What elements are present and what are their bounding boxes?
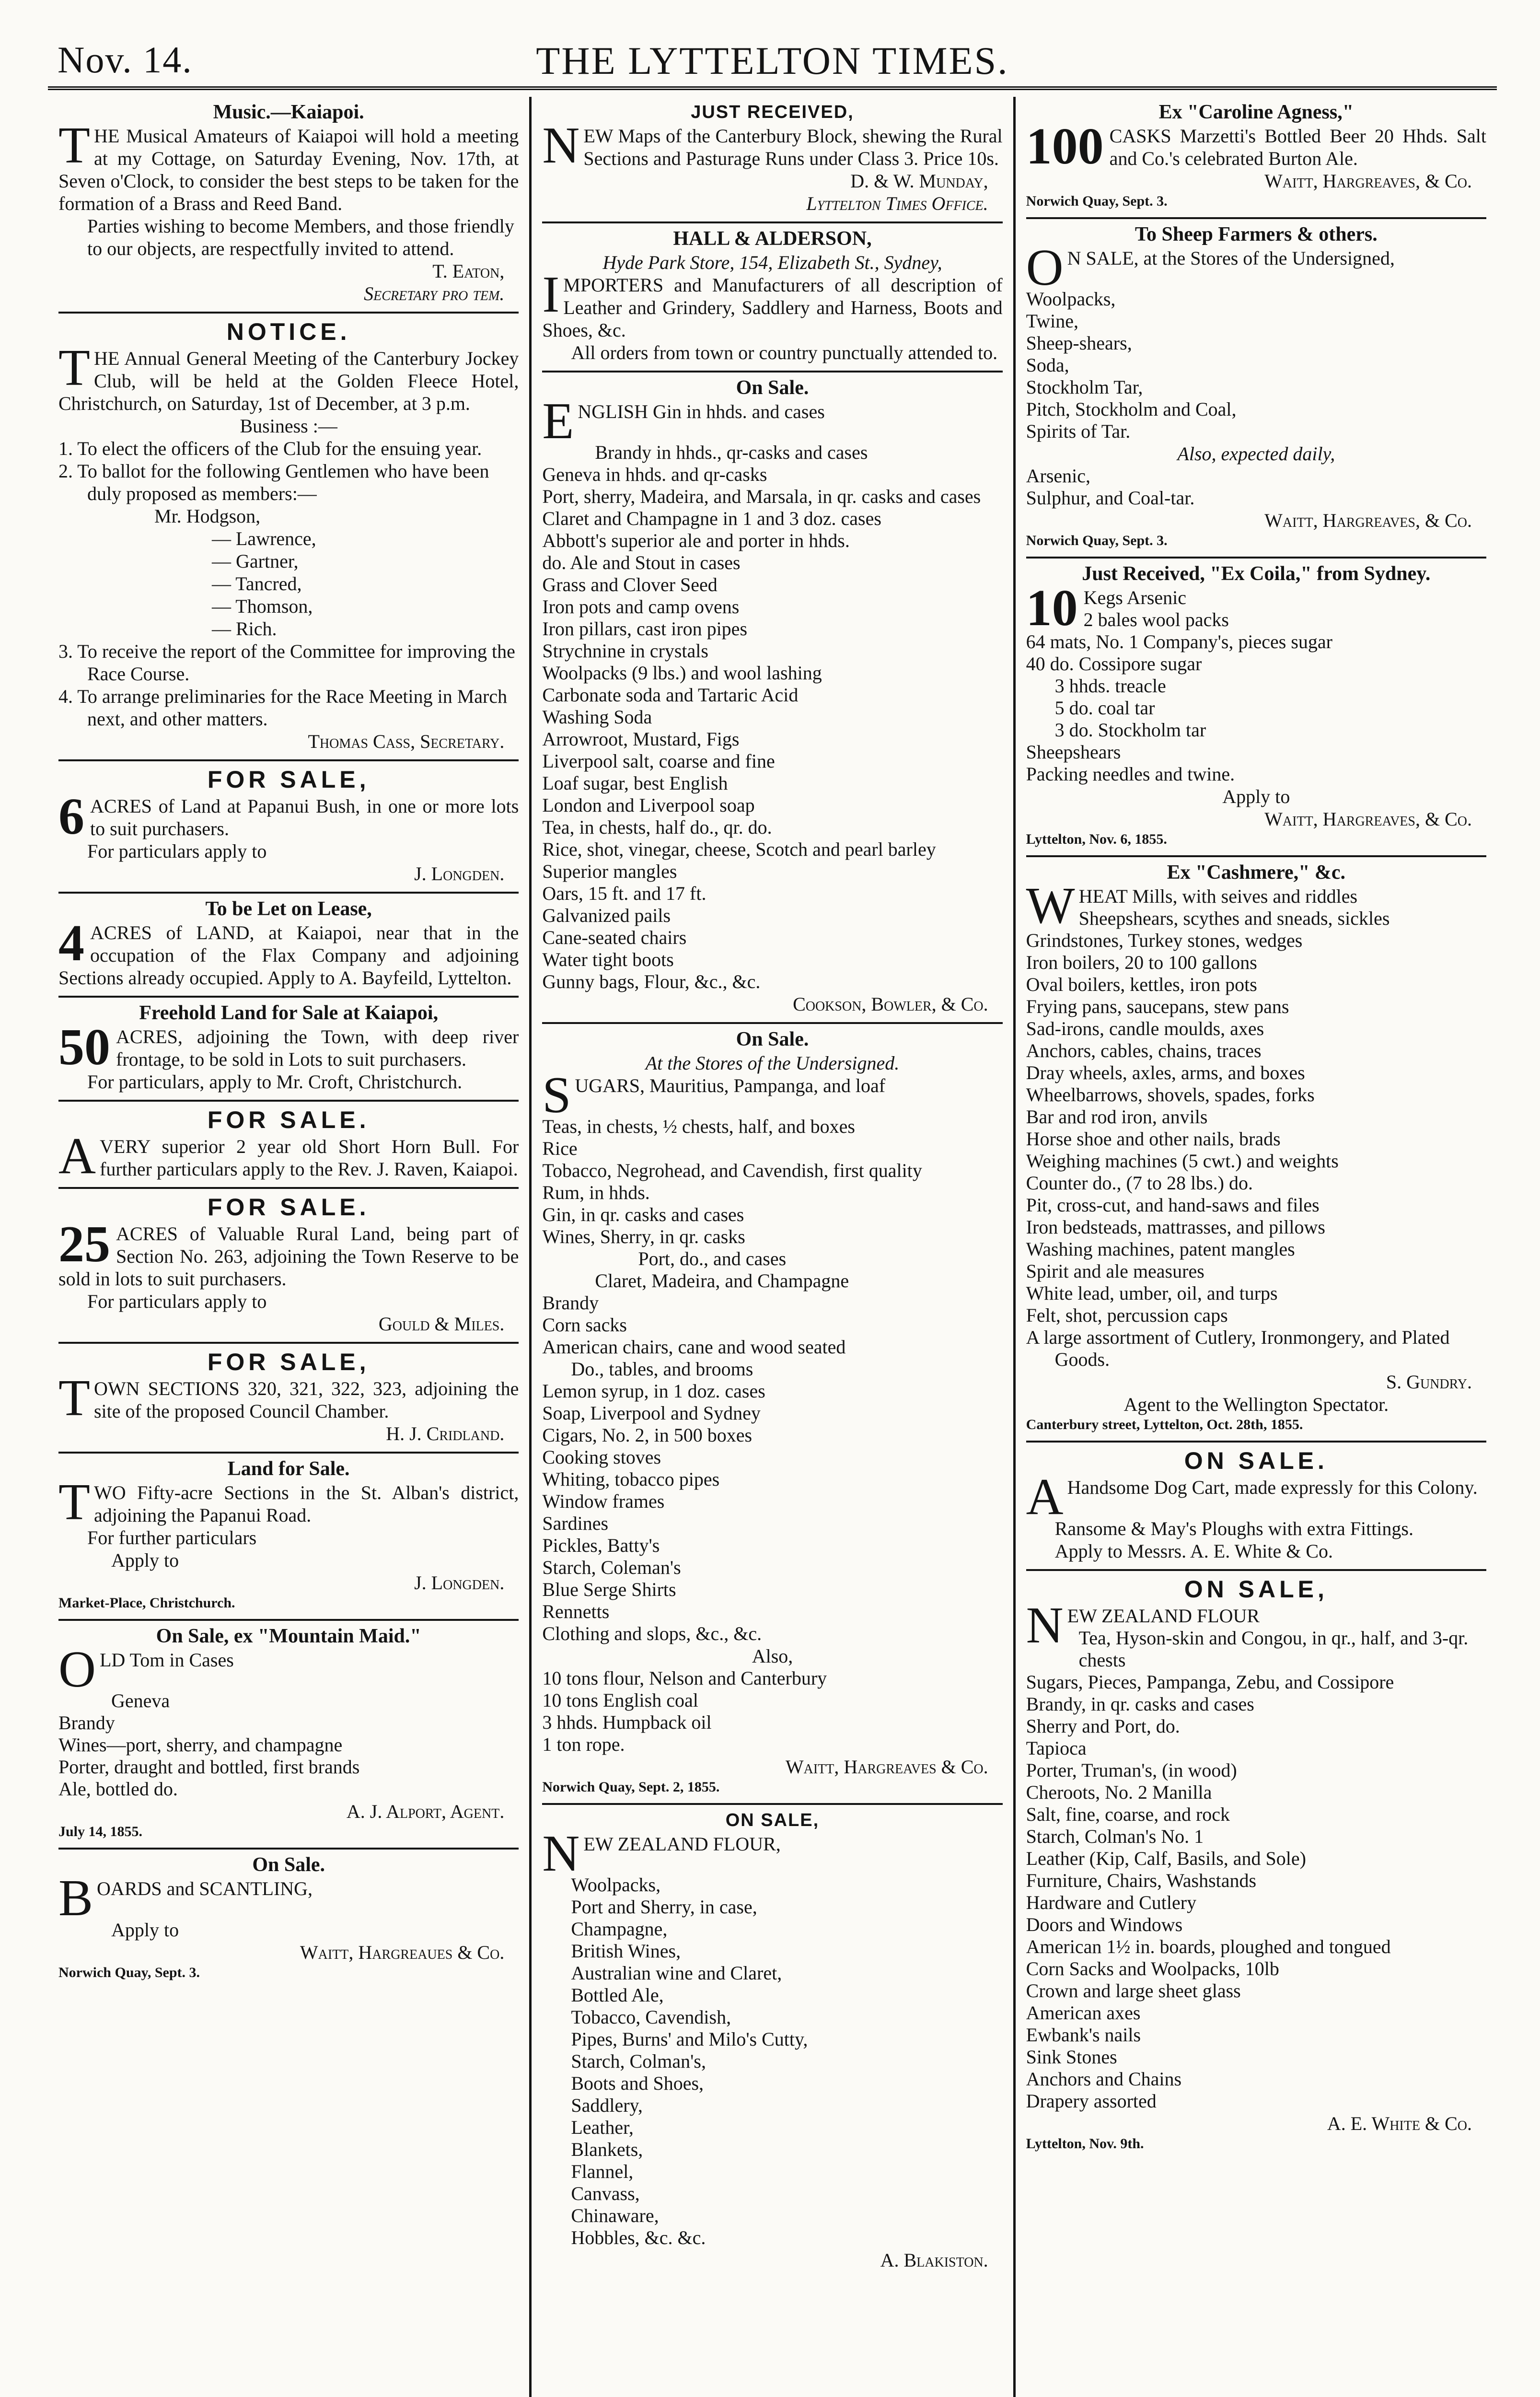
list-item: Do., tables, and brooms [571, 1358, 753, 1380]
list-item: Port, sherry, Madeira, and Marsala, in qr. casks and cases [542, 486, 981, 507]
drop-number: 100 [1026, 118, 1104, 175]
list-item: Spirits of Tar. [1026, 420, 1131, 442]
list-item: Anchors and Chains [1026, 2068, 1182, 2090]
ad-title: Ex "Caroline Agness," [1158, 101, 1354, 123]
list-item: White lead, umber, oil, and turps [1026, 1282, 1278, 1304]
list-item: Pitch, Stockholm and Coal, [1026, 398, 1237, 420]
ad-text: WO Fifty-acre Sections in the St. Alban's district, adjoining the Papanui Road. [93, 1482, 519, 1526]
list-item: Gunny bags, Flour, &c., &c. [542, 971, 761, 992]
list-item: Soda, [1026, 354, 1069, 376]
list-item: Stockholm Tar, [1026, 376, 1143, 398]
signature: S. Gundry. [1386, 1371, 1472, 1393]
list-item: Flannel, [571, 2161, 634, 2182]
ad-text: Apply to [111, 1549, 179, 1571]
signature: D. & W. Munday, [850, 170, 988, 192]
list-item: Hardware and Cutlery [1026, 1892, 1197, 1913]
ad-title: FOR SALE. [207, 1194, 370, 1221]
ad-english-gin [542, 372, 1002, 1024]
ad-text: For further particulars [87, 1527, 257, 1548]
list-item: Corn sacks [542, 1314, 627, 1336]
drop-number: 25 [58, 1216, 110, 1273]
signature: Waitt, Hargreaues & Co. [300, 1942, 505, 1963]
ad-title: Ex "Cashmere," &c. [1167, 861, 1346, 884]
ad-title: JUST RECEIVED, [691, 102, 854, 122]
ad-music-kaiapoi [58, 97, 519, 314]
list-item: Hobbles, &c. &c. [571, 2227, 706, 2248]
list-item: Leather (Kip, Calf, Basils, and Sole) [1026, 1848, 1306, 1869]
ad-title: ON SALE, [1184, 1576, 1328, 1603]
ad-text: UGARS, Mauritius, Pampanga, and loaf [575, 1075, 886, 1096]
list-item: Crown and large sheet glass [1026, 1980, 1241, 2001]
list-item: Corn Sacks and Woolpacks, 10lb [1026, 1958, 1279, 1979]
list-item: Soap, Liverpool and Sydney [542, 1402, 761, 1424]
list-item: Wines—port, sherry, and champagne [58, 1734, 343, 1756]
ad-text: All orders from town or country punctually attended to. [571, 342, 998, 363]
drop-number: 50 [58, 1019, 110, 1076]
list-item: British Wines, [571, 1940, 681, 1962]
item-list [542, 1667, 1002, 1756]
list-item: Woolpacks (9 lbs.) and wool lashing [542, 662, 822, 684]
list-item: Spirit and ale measures [1026, 1260, 1204, 1282]
dateline: July 14, 1855. [58, 1824, 143, 1839]
ad-title: ON SALE. [1184, 1447, 1328, 1474]
drop-cap: T [58, 339, 90, 396]
ad-lease-kaiapoi [58, 894, 519, 998]
ad-text: EW ZEALAND FLOUR, [583, 1833, 781, 1855]
also-heading: Also, expected daily, [1177, 443, 1335, 465]
list-item: Cane-seated chairs [542, 927, 687, 948]
list-item: Weighing machines (5 cwt.) and weights [1026, 1150, 1339, 1172]
ad-text: OARDS and SCANTLING, [97, 1878, 313, 1899]
ad-mountain-maid [58, 1621, 519, 1850]
ad-text: CASKS Marzetti's Bottled Beer 20 Hhds. Salt and Co.'s celebrated Burton Ale. [1109, 125, 1486, 169]
ad-notice-jockey-club [58, 314, 519, 761]
list-item: 40 do. Cossipore sugar [1026, 653, 1202, 675]
drop-cap: I [542, 266, 560, 323]
drop-cap: E [542, 393, 574, 450]
list-item: Tea, Hyson-skin and Congou, in qr., half, and 3-qr. chests [1078, 1627, 1469, 1671]
dateline: Norwich Quay, Sept. 3. [1026, 193, 1168, 209]
agent-line: Agent to the Wellington Spectator. [1123, 1394, 1389, 1415]
list-item: Tea, in chests, half do., qr. do. [542, 816, 772, 838]
ad-shorthorn-bull [58, 1102, 519, 1189]
nominee-name: — Tancred, [212, 573, 302, 594]
list-item: Window frames [542, 1490, 665, 1512]
list-item: Claret and Champagne in 1 and 3 doz. cases [542, 508, 881, 529]
list-item: Port, do., and cases [638, 1248, 787, 1269]
list-item: Liverpool salt, coarse and fine [542, 750, 775, 772]
signature-title: Secretary pro tem. [364, 283, 505, 304]
drop-cap: O [1026, 239, 1064, 296]
item-list [1026, 465, 1486, 509]
list-item: Arrowroot, Mustard, Figs [542, 728, 740, 750]
ad-title: Freehold Land for Sale at Kaiapoi, [139, 1002, 439, 1024]
list-item: Sheep-shears, [1026, 332, 1132, 354]
item-list [1026, 609, 1486, 785]
ad-rural-land [58, 1189, 519, 1344]
list-item: Teas, in chests, ½ chests, half, and boxes [542, 1116, 855, 1137]
list-item: 10 tons English coal [542, 1689, 698, 1711]
list-item: 3 do. Stockholm tar [1054, 719, 1206, 741]
list-item: Galvanized pails [542, 905, 671, 926]
column-3 [1013, 97, 1497, 2397]
list-item: London and Liverpool soap [542, 794, 755, 816]
list-item: Clothing and slops, &c., &c. [542, 1623, 762, 1644]
list-item: Geneva in hhds. and qr-casks [542, 464, 767, 485]
dateline: Lyttelton, Nov. 9th. [1026, 2136, 1144, 2152]
list-item: A large assortment of Cutlery, Ironmongery, and Plated Goods. [1026, 1326, 1450, 1370]
list-item: Wheelbarrows, shovels, spades, forks [1026, 1084, 1315, 1105]
ad-title: On Sale. [736, 377, 809, 399]
list-item: Pit, cross-cut, and hand-saws and files [1026, 1194, 1320, 1216]
list-item: 10 tons flour, Nelson and Canterbury [542, 1667, 827, 1689]
list-item: Whiting, tobacco pipes [542, 1468, 720, 1490]
dateline: Market-Place, Christchurch. [58, 1595, 235, 1611]
ad-text: HEAT Mills, with seives and riddles [1078, 885, 1358, 907]
list-item: Packing needles and twine. [1026, 763, 1235, 785]
ad-title: To be Let on Lease, [205, 898, 372, 920]
drop-cap: N [542, 1825, 580, 1882]
ad-text: Parties wishing to become Members, and those friendly to our objects, are respectfully invited to attend. [87, 215, 514, 259]
list-item: Carbonate soda and Tartaric Acid [542, 684, 799, 706]
agenda-item: 2. To ballot for the following Gentlemen who have been duly proposed as members:— [58, 460, 489, 504]
ad-title: On Sale. [252, 1854, 325, 1876]
list-item: Bottled Ale, [571, 1984, 664, 2006]
list-item: Porter, draught and bottled, first brands [58, 1756, 360, 1778]
list-item: 64 mats, No. 1 Company's, pieces sugar [1026, 631, 1332, 652]
list-item: Ewbank's nails [1026, 2024, 1141, 2046]
list-item: Grindstones, Turkey stones, wedges [1026, 930, 1303, 951]
drop-cap: O [58, 1641, 96, 1698]
column-2 [529, 97, 1013, 2397]
list-item: Champagne, [571, 1918, 668, 1940]
drop-cap: S [542, 1067, 571, 1124]
list-item: Sheepshears, scythes and sneads, sickles [1078, 908, 1390, 929]
signature: Waitt, Hargreaves, & Co. [1264, 808, 1472, 830]
also-heading: Also, [752, 1645, 793, 1667]
ad-text: Apply to Messrs. A. E. White & Co. [1054, 1540, 1333, 1562]
ad-title: ON SALE, [725, 1810, 820, 1830]
business-heading: Business :— [240, 415, 337, 437]
dateline: Canterbury street, Lyttelton, Oct. 28th, 1855. [1026, 1417, 1303, 1432]
list-item: Gin, in qr. casks and cases [542, 1204, 744, 1225]
signature: Waitt, Hargreaves, & Co. [1264, 510, 1472, 531]
ad-text: EW ZEALAND FLOUR [1067, 1605, 1260, 1627]
drop-cap: T [58, 1474, 90, 1531]
agenda-item: 4. To arrange preliminaries for the Race Meeting in March next, and other matters. [58, 686, 508, 730]
list-item: Porter, Truman's, (in wood) [1026, 1759, 1237, 1781]
list-item: Cooking stoves [542, 1446, 661, 1468]
list-item: Blankets, [571, 2139, 643, 2160]
list-item: Canvass, [571, 2183, 640, 2204]
item-list [58, 1690, 519, 1800]
newspaper-title: THE LYTTELTON TIMES. [536, 39, 1009, 82]
ad-text: ACRES, adjoining the Town, with deep river frontage, to be sold in Lots to suit purchasers. [116, 1026, 519, 1070]
ad-text: Handsome Dog Cart, made expressly for this Colony. [1067, 1477, 1478, 1498]
list-item: Bar and rod iron, anvils [1026, 1106, 1208, 1128]
issue-date: Nov. 14. [58, 39, 193, 81]
list-item: Sad-irons, candle moulds, axes [1026, 1018, 1264, 1039]
list-item: Brandy [542, 1292, 599, 1314]
list-item: Cigars, No. 2, in 500 boxes [542, 1424, 753, 1446]
ad-town-sections [58, 1344, 519, 1454]
list-item: Drapery assorted [1026, 2090, 1157, 2112]
ad-text: LD Tom in Cases [100, 1649, 234, 1671]
drop-cap: A [58, 1128, 96, 1185]
dateline: Lyttelton, Nov. 6, 1855. [1026, 831, 1167, 847]
item-list [542, 442, 1002, 993]
signature: Gould & Miles. [378, 1313, 505, 1335]
ad-title: On Sale, ex "Mountain Maid." [156, 1625, 421, 1647]
list-item: Saddlery, [571, 2094, 643, 2116]
signature: A. J. Alport, Agent. [346, 1801, 505, 1822]
ad-text: For particulars apply to [87, 840, 267, 862]
ad-title: HALL & ALDERSON, [673, 228, 872, 250]
list-item: Sink Stones [1026, 2046, 1117, 2068]
list-item: Woolpacks, [1026, 288, 1116, 310]
ad-text: OWN SECTIONS 320, 321, 322, 323, adjoining the site of the proposed Council Chamber. [93, 1378, 519, 1422]
list-item: Blue Serge Shirts [542, 1579, 676, 1600]
ad-ex-coila [1026, 559, 1486, 857]
list-item: Cheroots, No. 2 Manilla [1026, 1781, 1212, 1803]
list-item: Strychnine in crystals [542, 640, 708, 662]
list-item: Pickles, Batty's [542, 1535, 660, 1556]
list-item: Australian wine and Claret, [571, 1962, 782, 1984]
ad-text: VERY superior 2 year old Short Horn Bull. For further particulars apply to the Rev. J. Raven, Kaiapoi. [100, 1136, 519, 1180]
ad-sheep-farmers [1026, 219, 1486, 559]
list-item: Washing Soda [542, 706, 652, 728]
list-item: Claret, Madeira, and Champagne [595, 1270, 849, 1292]
item-list [1026, 908, 1486, 1371]
list-item: Iron boilers, 20 to 100 gallons [1026, 952, 1257, 973]
ad-text: N SALE, at the Stores of the Undersigned, [1067, 247, 1395, 269]
ad-text: Apply to [1222, 786, 1290, 807]
item-list [542, 1116, 1002, 1645]
nominee-name: — Rich. [212, 618, 277, 640]
ad-subtitle: Hyde Park Store, 154, Elizabeth St., Sydney, [602, 252, 942, 273]
ad-title: To Sheep Farmers & others. [1135, 223, 1378, 245]
ad-text: ACRES of Land at Papanui Bush, in one or more lots to suit purchasers. [90, 795, 519, 839]
drop-number: 10 [1026, 580, 1078, 637]
drop-cap: B [58, 1870, 93, 1927]
signature: J. Longden. [414, 1572, 505, 1594]
signature: A. Blakiston. [880, 2249, 988, 2271]
ad-land-st-albans [58, 1454, 519, 1621]
list-item: Frying pans, saucepans, stew pans [1026, 996, 1289, 1017]
list-item: American 1½ in. boards, ploughed and tongued [1026, 1936, 1391, 1957]
list-item: 3 hhds. treacle [1054, 675, 1166, 697]
nominee-name: — Gartner, [212, 550, 299, 572]
list-item: Abbott's superior ale and porter in hhds. [542, 530, 850, 551]
list-item: Brandy in hhds., qr-casks and cases [595, 442, 868, 463]
list-item: Sulphur, and Coal-tar. [1026, 487, 1195, 509]
ad-title: NOTICE. [226, 318, 351, 345]
signature: J. Longden. [414, 863, 505, 884]
list-item: Oval boilers, kettles, iron pots [1026, 974, 1257, 995]
ad-text: HE Musical Amateurs of Kaiapoi will hold a meeting at my Cottage, on Saturday Evening, Nov. 17th, at Seven o'Clock, to consider the best steps to be taken for the formation of a Brass and Reed Band. [58, 125, 519, 214]
list-item: Water tight boots [542, 949, 674, 970]
list-item: Dray wheels, axles, arms, and boxes [1026, 1062, 1305, 1083]
signature: Waitt, Hargreaves & Co. [785, 1756, 988, 1778]
list-item: Lemon syrup, in 1 doz. cases [542, 1380, 765, 1402]
agenda-item: 1. To elect the officers of the Club for the ensuing year. [58, 438, 482, 459]
item-list [1026, 1627, 1486, 2112]
list-item: Horse shoe and other nails, brads [1026, 1128, 1281, 1150]
list-item: Counter do., (7 to 28 lbs.) do. [1026, 1172, 1253, 1194]
list-item: Brandy [58, 1712, 115, 1734]
list-item: 1 ton rope. [542, 1734, 625, 1755]
drop-cap: A [1026, 1468, 1064, 1525]
list-item: 2 bales wool packs [1083, 609, 1229, 630]
list-item: Sheepshears [1026, 741, 1121, 763]
drop-cap: T [58, 1370, 90, 1427]
list-item: Ale, bottled do. [58, 1778, 178, 1800]
nominee-name: — Lawrence, [212, 528, 316, 549]
ad-land-papanui [58, 761, 519, 894]
signature: Thomas Cass, Secretary. [308, 731, 505, 752]
drop-cap: N [1026, 1597, 1064, 1654]
list-item: Geneva [111, 1690, 170, 1711]
list-item: Wines, Sherry, in qr. casks [542, 1226, 745, 1247]
list-item: Salt, fine, coarse, and rock [1026, 1804, 1230, 1825]
ad-nz-flour-blakiston [542, 1805, 1002, 2278]
masthead [48, 34, 1497, 90]
ad-boards-scantling [58, 1850, 519, 1989]
ad-title: FOR SALE, [207, 1349, 370, 1375]
ad-title: Land for Sale. [227, 1458, 350, 1480]
list-item: Tapioca [1026, 1737, 1087, 1759]
ad-title: FOR SALE, [207, 766, 370, 793]
item-list [1026, 288, 1486, 442]
ad-nz-flour-white [1026, 1571, 1486, 2160]
item-list [542, 1874, 1002, 2249]
list-item: Iron pillars, cast iron pipes [542, 618, 748, 640]
list-item: Tobacco, Negrohead, and Cavendish, first quality [542, 1160, 922, 1181]
ad-subtitle: At the Stores of the Undersigned. [645, 1052, 900, 1074]
list-item: Oars, 15 ft. and 17 ft. [542, 883, 706, 904]
list-item: Superior mangles [542, 861, 677, 882]
ad-text: For particulars, apply to Mr. Croft, Christchurch. [87, 1071, 463, 1093]
list-item: American axes [1026, 2002, 1141, 2024]
list-item: 5 do. coal tar [1054, 697, 1155, 719]
list-item: Leather, [571, 2117, 634, 2138]
list-item: Sherry and Port, do. [1026, 1715, 1180, 1737]
dateline: Norwich Quay, Sept. 3. [1026, 533, 1168, 548]
list-item: Pipes, Burns' and Milo's Cutty, [571, 2028, 808, 2050]
nominee-name: — Thomson, [212, 595, 313, 617]
list-item: Port and Sherry, in case, [571, 1896, 757, 1918]
list-item: Felt, shot, percussion caps [1026, 1304, 1228, 1326]
ad-text: EW Maps of the Canterbury Block, shewing the Rural Sections and Pasturage Runs under Class 3. Price 10s. [583, 125, 1003, 169]
list-item: Sardines [542, 1513, 609, 1534]
ad-title: FOR SALE. [207, 1106, 370, 1133]
list-item: American chairs, cane and wood seated [542, 1336, 846, 1358]
list-item: Boots and Shoes, [571, 2072, 704, 2094]
list-item: Anchors, cables, chains, traces [1026, 1040, 1262, 1061]
list-item: Starch, Colman's No. 1 [1026, 1826, 1204, 1847]
list-item: Twine, [1026, 310, 1079, 332]
ad-caroline-agness [1026, 97, 1486, 219]
signature: T. Eaton, [432, 260, 505, 282]
list-item: Arsenic, [1026, 465, 1091, 487]
list-item: Rice [542, 1138, 578, 1159]
list-item: Brandy, in qr. casks and cases [1026, 1693, 1254, 1715]
ad-text: For particulars apply to [87, 1291, 267, 1312]
list-item: Iron pots and camp ovens [542, 596, 740, 617]
list-item: Iron bedsteads, mattrasses, and pillows [1026, 1216, 1325, 1238]
ad-text: NGLISH Gin in hhds. and cases [578, 401, 825, 422]
drop-cap: W [1026, 877, 1075, 934]
list-item: Rice, shot, vinegar, cheese, Scotch and pearl barley [542, 838, 936, 860]
ad-text: Kegs Arsenic [1083, 587, 1187, 608]
list-item: Loaf sugar, best English [542, 772, 728, 794]
ad-freehold-kaiapoi [58, 998, 519, 1102]
list-item: Woolpacks, [571, 1874, 661, 1896]
drop-number: 6 [58, 788, 84, 845]
ad-text: ACRES of LAND, at Kaiapoi, near that in the occupation of the Flax Company and adjoining Sections already occupied. Apply to A. Bayfeild, Lyttelton. [58, 922, 519, 989]
drop-cap: N [542, 117, 580, 174]
ad-title: On Sale. [736, 1028, 809, 1050]
signature-office: Lyttelton Times Office. [806, 193, 988, 214]
agenda-item: 3. To receive the report of the Committee for improving the Race Course. [58, 640, 515, 685]
ad-text: Apply to [111, 1919, 179, 1941]
signature: A. E. White & Co. [1327, 2113, 1472, 2134]
ad-text: ACRES of Valuable Rural Land, being part of Section No. 263, adjoining the Town Reserve to be sold in lots to suit purchasers. [58, 1223, 519, 1290]
list-item: Sugars, Pieces, Pampanga, Zebu, and Cossipore [1026, 1671, 1394, 1693]
ad-text: HE Annual General Meeting of the Canterbury Jockey Club, will be held at the Golden Fleece Hotel, Christchurch, on Saturday, 1st of December, at 3 p.m. [58, 348, 519, 414]
ad-new-maps [542, 97, 1002, 223]
ad-dog-cart [1026, 1443, 1486, 1571]
list-item: Tobacco, Cavendish, [571, 2006, 731, 2028]
ad-text: Ransome & May's Ploughs with extra Fittings. [1054, 1518, 1413, 1539]
ad-hall-alderson [542, 223, 1002, 372]
ad-title: Music.—Kaiapoi. [213, 101, 364, 123]
columns [48, 97, 1497, 2397]
list-item: Doors and Windows [1026, 1914, 1183, 1935]
list-item: 3 hhds. Humpback oil [542, 1711, 712, 1733]
signature: Cookson, Bowler, & Co. [793, 993, 988, 1015]
nominee-name: Mr. Hodgson, [154, 505, 261, 527]
list-item: Starch, Colman's, [571, 2050, 706, 2072]
drop-number: 4 [58, 915, 84, 972]
list-item: Grass and Clover Seed [542, 574, 718, 595]
ad-sugars [542, 1024, 1002, 1805]
list-item: Washing machines, patent mangles [1026, 1238, 1295, 1260]
drop-cap: T [58, 117, 90, 174]
ad-ex-cashmere [1026, 857, 1486, 1443]
list-item: Rennetts [542, 1601, 610, 1622]
list-item: Furniture, Chairs, Washstands [1026, 1870, 1257, 1891]
dateline: Norwich Quay, Sept. 2, 1855. [542, 1779, 720, 1795]
ad-text: MPORTERS and Manufacturers of all description of Leather and Grindery, Saddlery and Harness, Boots and Shoes, &c. [542, 274, 1003, 341]
list-item: Starch, Coleman's [542, 1557, 681, 1578]
list-item: Rum, in hhds. [542, 1182, 650, 1203]
list-item: do. Ale and Stout in cases [542, 552, 741, 573]
list-item: Chinaware, [571, 2205, 659, 2226]
dateline: Norwich Quay, Sept. 3. [58, 1965, 200, 1980]
column-1 [48, 97, 529, 2397]
signature: H. J. Cridland. [386, 1423, 505, 1444]
signature: Waitt, Hargreaves, & Co. [1264, 170, 1472, 192]
ad-title: Just Received, "Ex Coila," from Sydney. [1082, 563, 1431, 585]
